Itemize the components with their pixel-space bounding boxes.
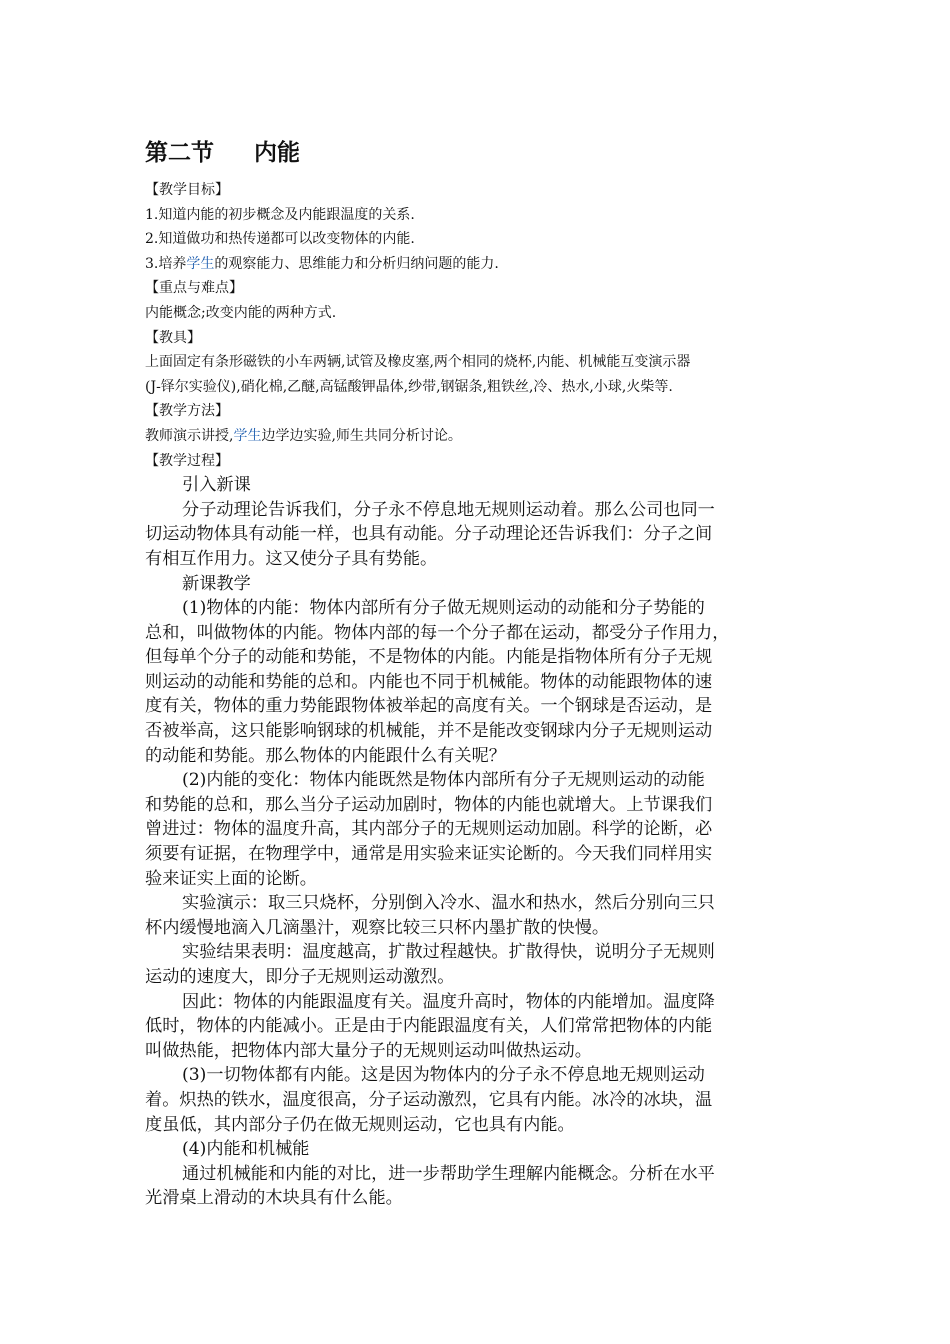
paragraph-energy-change <box>145 768 825 891</box>
process-body <box>145 473 825 1211</box>
goals-heading: 【教学目标】 <box>145 182 229 198</box>
text-line: 通过机械能和内能的对比，进一步帮助学生理解内能概念。分析在水平 <box>182 1163 715 1184</box>
paragraph-internal-energy <box>145 596 825 768</box>
paragraph-conclusion <box>145 990 825 1064</box>
text-line: 低时，物体的内能减小。正是由于内能跟温度有关，人们常常把物体的内能 <box>145 1016 713 1037</box>
text-line: 杯内缓慢地滴入几滴墨汁，观察比较三只杯内墨扩散的快慢。 <box>145 917 610 938</box>
methods-heading: 【教学方法】 <box>145 403 229 420</box>
paragraph-comparison <box>145 1162 825 1211</box>
intro-heading: 引入新课 <box>182 475 251 496</box>
text-line: 因此：物体的内能跟温度有关。温度升高时，物体的内能增加。温度降 <box>182 991 715 1012</box>
text-line: 光滑桌上滑动的木块具有什么能。 <box>145 1188 403 1209</box>
tools-heading: 【教具】 <box>145 329 201 346</box>
text-line: 和势能的总和，那么当分子运动加剧时，物体的内能也就增大。上节课我们 <box>145 794 713 815</box>
text-line: 则运动的动能和势能的总和。内能也不同于机械能。物体的动能跟物体的速 <box>145 671 713 692</box>
student-link[interactable]: 学生 <box>233 427 262 444</box>
text-line: 但每单个分子的动能和势能，不是物体的内能。内能是指物体所有分子无规 <box>145 647 713 668</box>
text-line: 切运动物体具有动能一样，也具有动能。分子动理论还告诉我们：分子之间 <box>145 524 713 545</box>
tools-line-2: (J-铎尔实验仪),硝化棉,乙醚,高锰酸钾晶体,纱带,钢锯条,粗铁丝,冷、热水,小球,火柴等. <box>145 378 673 395</box>
goal-item-3: 3.培养学生的观察能力、思维能力和分析归纳问题的能力. <box>145 255 499 272</box>
text-line: 度虽低，其内部分子仍在做无规则运动，它也具有内能。 <box>145 1114 575 1135</box>
text-line: 分子动理论告诉我们，分子永不停息地无规则运动着。那么公司也同一 <box>182 499 715 520</box>
paragraph-experiment <box>145 891 825 940</box>
text-line: 着。炽热的铁水，温度很高，分子运动激烈，它具有内能。冰冷的冰块，温 <box>145 1089 713 1110</box>
text-line: 须要有证据，在物理学中，通常是用实验来证实论断的。今天我们同样用实 <box>145 844 713 865</box>
methods-text: 教师演示讲授,学生边学边实验,师生共同分析讨论。 <box>145 427 462 444</box>
text-line: 否被举高，这只能影响钢球的机械能，并不是能改变钢球内分子无规则运动 <box>145 721 713 742</box>
text-line: 曾进过：物体的温度升高，其内部分子的无规则运动加剧。科学的论断，必 <box>145 819 713 840</box>
text-line: (3)一切物体都有内能。这是因为物体内的分子永不停息地无规则运动 <box>182 1065 705 1086</box>
text-line: 运动的速度大，即分子无规则运动激烈。 <box>145 967 455 987</box>
new-lesson-heading: 新课教学 <box>182 573 251 594</box>
student-link[interactable]: 学生 <box>186 255 215 272</box>
tools-line-1: 上面固定有条形磁铁的小车两辆,试管及橡皮塞,两个相同的烧杯,内能、机械能互变演示器 <box>145 354 691 371</box>
text-line: 叫做热能，把物体内部大量分子的无规则运动叫做热运动。 <box>145 1040 592 1061</box>
keypoints-heading: 【重点与难点】 <box>145 280 243 297</box>
page-title <box>145 136 825 170</box>
goal-item-2: 2.知道做功和热传递都可以改变物体的内能. <box>145 231 415 248</box>
title-topic: 内能 <box>254 140 300 166</box>
process-heading: 【教学过程】 <box>145 452 229 469</box>
text-line: 验来证实上面的论断。 <box>145 868 317 889</box>
goal-item-1: 1.知道内能的初步概念及内能跟温度的关系. <box>145 206 415 223</box>
title-section-number: 第二节 <box>145 140 214 166</box>
text-line: 实验结果表明：温度越高，扩散过程越快。扩散得快，说明分子无规则 <box>182 942 715 963</box>
paragraph-all-objects <box>145 1063 825 1137</box>
text-line: 的动能和势能。那么物体的内能跟什么有关呢？ <box>145 745 506 766</box>
document-content <box>145 136 825 1211</box>
text-line: (1)物体的内能：物体内部所有分子做无规则运动的动能和分子势能的 <box>182 598 705 619</box>
intro-paragraph <box>145 498 825 572</box>
text-line: 有相互作用力。这又使分子具有势能。 <box>145 548 438 569</box>
text-line: 度有关，物体的重力势能跟物体被举起的高度有关。一个钢球是否运动，是 <box>145 696 713 717</box>
keypoints-text: 内能概念;改变内能的两种方式. <box>145 304 337 321</box>
text-line: 总和，叫做物体的内能。物体内部的每一个分子都在运动，都受分子作用力， <box>145 622 730 643</box>
mechanical-energy-heading: (4)内能和机械能 <box>182 1139 310 1160</box>
text-line: (2)内能的变化：物体内能既然是物体内部所有分子无规则运动的动能 <box>182 770 705 791</box>
text-line: 实验演示：取三只烧杯，分别倒入冷水、温水和热水，然后分别向三只 <box>182 893 715 914</box>
paragraph-result <box>145 940 825 989</box>
